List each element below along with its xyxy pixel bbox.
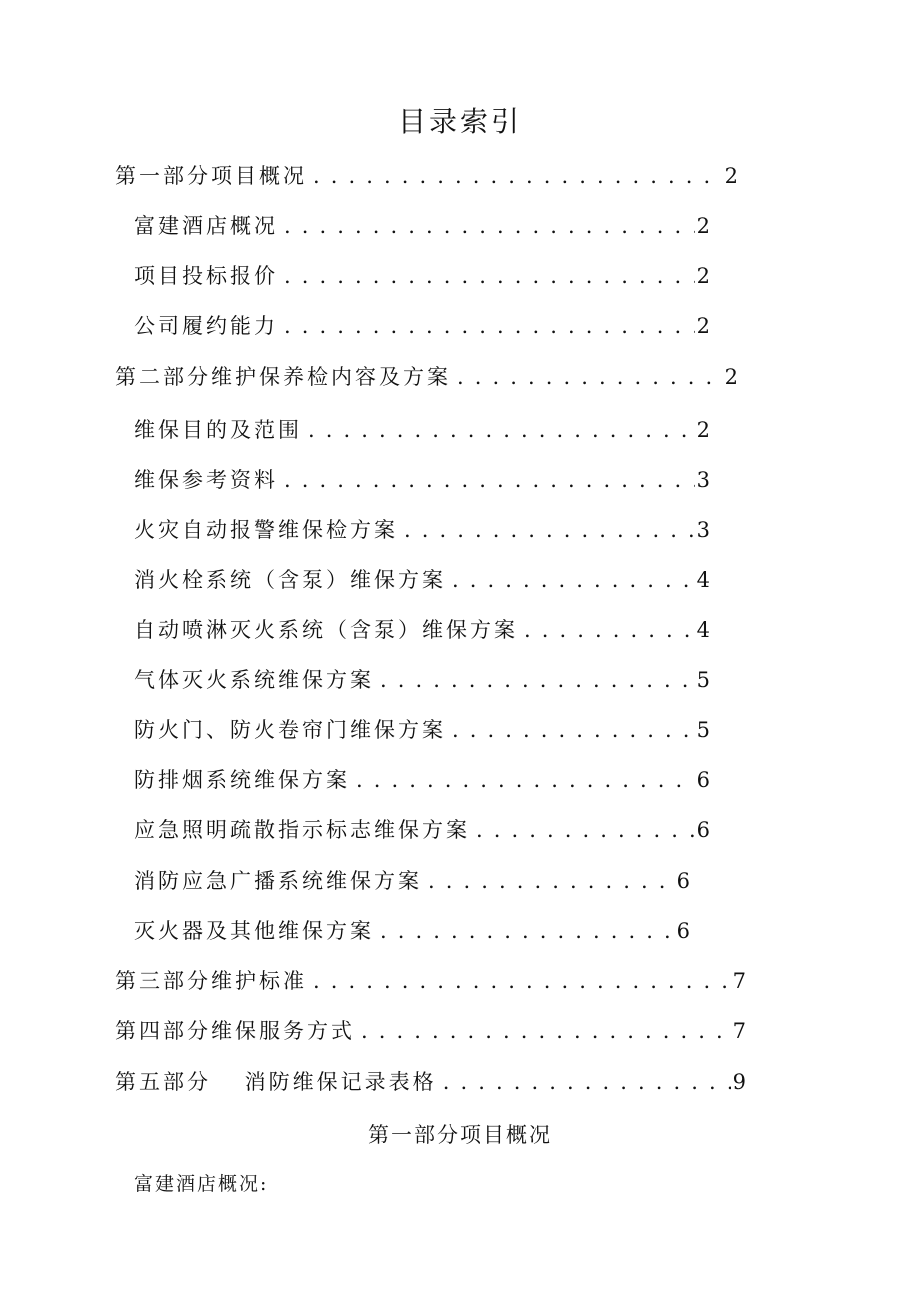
- toc-entry-label: 气体灭火系统维保方案: [134, 668, 374, 692]
- toc-entry-label: 维保目的及范围: [134, 418, 302, 442]
- section-heading: 第一部分项目概况: [368, 1123, 552, 1147]
- toc-entry-page: 7: [732, 969, 746, 993]
- toc-entry-page: 5: [696, 718, 710, 742]
- toc-leader-dots: [470, 815, 695, 845]
- toc-entry-label: 第四部分维保服务方式: [115, 1019, 355, 1043]
- toc-entry-page: 4: [696, 568, 710, 592]
- toc-entry-label: 公司履约能力: [134, 314, 278, 338]
- toc-entry-page: 2: [696, 214, 710, 238]
- toc-entry-label: 富建酒店概况: [134, 214, 278, 238]
- toc-entry-page: 2: [724, 365, 738, 389]
- toc-entry-page: 5: [696, 668, 710, 692]
- toc-entry-gas-extinguishing[interactable]: [134, 665, 710, 695]
- toc-leader-dots: [355, 1016, 731, 1046]
- toc-leader-dots: [302, 415, 695, 445]
- toc-leader-dots: [446, 565, 695, 595]
- toc-title: 目录索引: [397, 105, 522, 138]
- toc-entry-label: 项目投标报价: [134, 264, 278, 288]
- toc-entry-reference-materials[interactable]: [134, 465, 710, 495]
- toc-entry-label: 灭火器及其他维保方案: [134, 919, 374, 943]
- toc-entry-page: 4: [696, 618, 710, 642]
- toc-leader-dots: [374, 916, 675, 946]
- toc-entry-label: 应急照明疏散指示标志维保方案: [134, 818, 470, 842]
- toc-entry-label: 防火门、防火卷帘门维保方案: [134, 718, 446, 742]
- toc-leader-dots: [518, 615, 695, 645]
- toc-entry-label: 第二部分维护保养检内容及方案: [115, 365, 451, 389]
- toc-leader-dots: [350, 765, 695, 795]
- toc-leader-dots: [278, 465, 695, 495]
- toc-leader-dots: [446, 715, 695, 745]
- toc-entry-emergency-broadcast[interactable]: [134, 866, 690, 896]
- toc-entry-page: 6: [676, 869, 690, 893]
- toc-entry-part-3[interactable]: [115, 966, 746, 996]
- toc-entry-part-2[interactable]: [115, 362, 738, 392]
- toc-leader-dots: [422, 866, 675, 896]
- toc-entry-label: 维保参考资料: [134, 468, 278, 492]
- toc-leader-dots: [398, 515, 695, 545]
- toc-entry-emergency-lighting[interactable]: [134, 815, 710, 845]
- toc-entry-page: 2: [696, 314, 710, 338]
- toc-entry-sprinkler-system[interactable]: [134, 615, 710, 645]
- toc-entry-page: 6: [696, 768, 710, 792]
- toc-entry-page: 9: [732, 1070, 746, 1094]
- toc-entry-page: 3: [696, 468, 710, 492]
- toc-entry-bid-price[interactable]: [134, 261, 710, 291]
- toc-entry-hydrant-system[interactable]: [134, 565, 710, 595]
- toc-entry-label: 防排烟系统维保方案: [134, 768, 350, 792]
- toc-entry-part-4[interactable]: [115, 1016, 746, 1046]
- toc-entry-page: 3: [696, 518, 710, 542]
- toc-entry-label: 消火栓系统（含泵）维保方案: [134, 568, 446, 592]
- toc-leader-dots: [307, 966, 731, 996]
- toc-entry-page: 2: [696, 418, 710, 442]
- toc-entry-part-1[interactable]: [115, 161, 738, 191]
- toc-leader-dots: [451, 362, 723, 392]
- toc-entry-page: 6: [676, 919, 690, 943]
- toc-entry-fire-alarm[interactable]: [134, 515, 710, 545]
- toc-entry-part-5[interactable]: [115, 1067, 746, 1097]
- toc-leader-dots: [278, 261, 695, 291]
- toc-entry-label: 第一部分项目概况: [115, 164, 307, 188]
- toc-entry-label: 第五部分 消防维保记录表格: [115, 1070, 437, 1094]
- toc-entry-extinguishers[interactable]: [134, 916, 690, 946]
- toc-leader-dots: [278, 311, 695, 341]
- toc-entry-page: 2: [724, 164, 738, 188]
- toc-entry-hotel-overview[interactable]: [134, 211, 710, 241]
- toc-entry-smoke-exhaust[interactable]: [134, 765, 710, 795]
- toc-entry-label: 自动喷淋灭火系统（含泵）维保方案: [134, 618, 518, 642]
- toc-entry-label: 第三部分维护标准: [115, 969, 307, 993]
- toc-entry-page: 7: [732, 1019, 746, 1043]
- toc-entry-label: 消防应急广播系统维保方案: [134, 869, 422, 893]
- toc-leader-dots: [307, 161, 723, 191]
- sub-heading: 富建酒店概况:: [134, 1173, 269, 1195]
- toc-entry-page: 2: [696, 264, 710, 288]
- toc-entry-purpose-scope[interactable]: [134, 415, 710, 445]
- toc-leader-dots: [374, 665, 695, 695]
- toc-leader-dots: [437, 1067, 731, 1097]
- toc-entry-fire-doors[interactable]: [134, 715, 710, 745]
- toc-leader-dots: [278, 211, 695, 241]
- toc-entry-label: 火灾自动报警维保检方案: [134, 518, 398, 542]
- toc-entry-page: 6: [696, 818, 710, 842]
- toc-entry-company-capability[interactable]: [134, 311, 710, 341]
